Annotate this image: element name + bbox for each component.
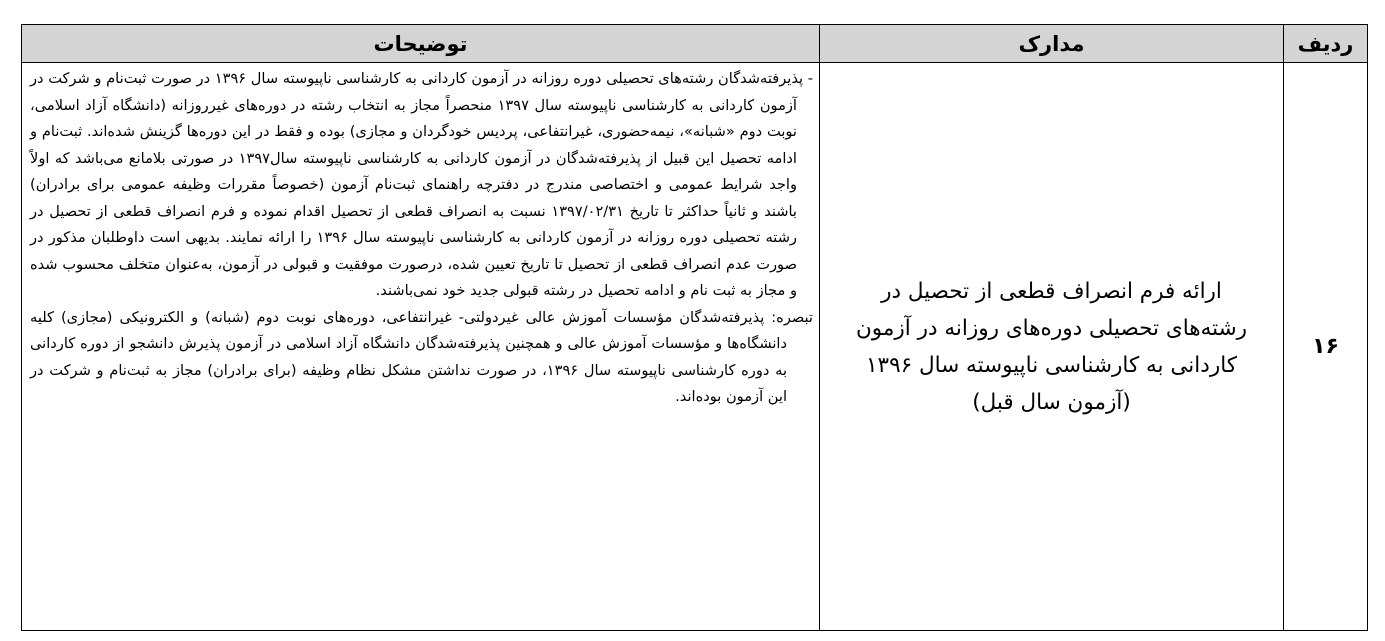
header-madarek: مدارک [819,25,1283,62]
table-header-row [22,25,1367,63]
description-note-paragraph: تبصره: پذیرفته‌شدگان مؤسسات آموزش عالی غیردولتی- غیرانتفاعی، دوره‌های نوبت دوم (شبانه) و الکترونیکی (مجازی) کلیه دانشگاه‌ها و مؤسسات آموزش عالی و همچنین پذیرفته‌شدگان دانشگاه آزاد اسلامی در آزمون پذیرش دانشجو از دوره کاردانی به دوره کارشناسی ناپیوسته سال ۱۳۹۶، در صورت نداشتن مشکل نظام وظیفه (برای برادران) مجاز به ثبت‌نام و شرکت در این آزمون بوده‌اند. [30,308,813,405]
description-main-paragraph: - پذیرفته‌شدگان رشته‌های تحصیلی دوره روزانه در آزمون کاردانی به کارشناسی ناپیوسته سال ۱۳۹۶ در صورت ثبت‌نام و شرکت در آزمون کاردانی به کارشناسی ناپیوسته سال ۱۳۹۷ منحصراً مجاز به انتخاب رشته در دوره‌های غیرروزانه (دانشگاه آزاد اسلامی، نوبت دوم «شبانه»، نیمه‌حضوری، غیرانتفاعی، پردیس خودگردان و مجازی) بوده و فقط در این دوره‌ها گزینش شده‌اند. ثبت‌نام و ادامه تحصیل این قبیل از پذیرفته‌شدگان در آزمون کاردانی به کارشناسی ناپیوسته سال۱۳۹۷ در صورتی بلامانع می‌باشد که اولاً واجد شرایط عمومی و اختصاصی مندرج در دفترچه راهنمای ثبت‌نام آزمون (خصوصاً مقررات وظیفه عمومی برای برادران) باشند و ثانیاً حداکثر تا تاریخ ۱۳۹۷/۰۲/۳۱ نسبت به انصراف قطعی از تحصیل اقدام نموده و فرم انصراف قطعی از تحصیل در رشته تحصیلی دوره روزانه در آزمون کاردانی به کارشناسی ناپیوسته سال ۱۳۹۶ را ارائه نمایند. بدیهی است داوطلبان مذکور در صورت عدم انصراف قطعی از تحصیل تا تاریخ تعیین شده، درصورت موفقیت و قبولی در آزمون، به‌عنوان متخلف محسوب شده و مجاز به ثبت نام و ادامه تحصیل در رشته قبولی جدید خود نمی‌باشند. [30,70,814,299]
documents-table [21,24,1368,631]
row-document-text: ارائه فرم انصراف قطعی از تحصیل در رشته‌های تحصیلی دوره‌های روزانه در آزمون کاردانی به کارشناسی ناپیوسته سال ۱۳۹۶ (آزمون سال قبل) [855,278,1247,415]
header-radif: ردیف [1283,25,1367,62]
row-description-cell [22,63,819,630]
header-tozihat: توضیحات [373,31,468,56]
row-document-cell [819,63,1283,630]
row-number: ۱۶ [1283,63,1367,630]
table-row [22,63,1367,630]
